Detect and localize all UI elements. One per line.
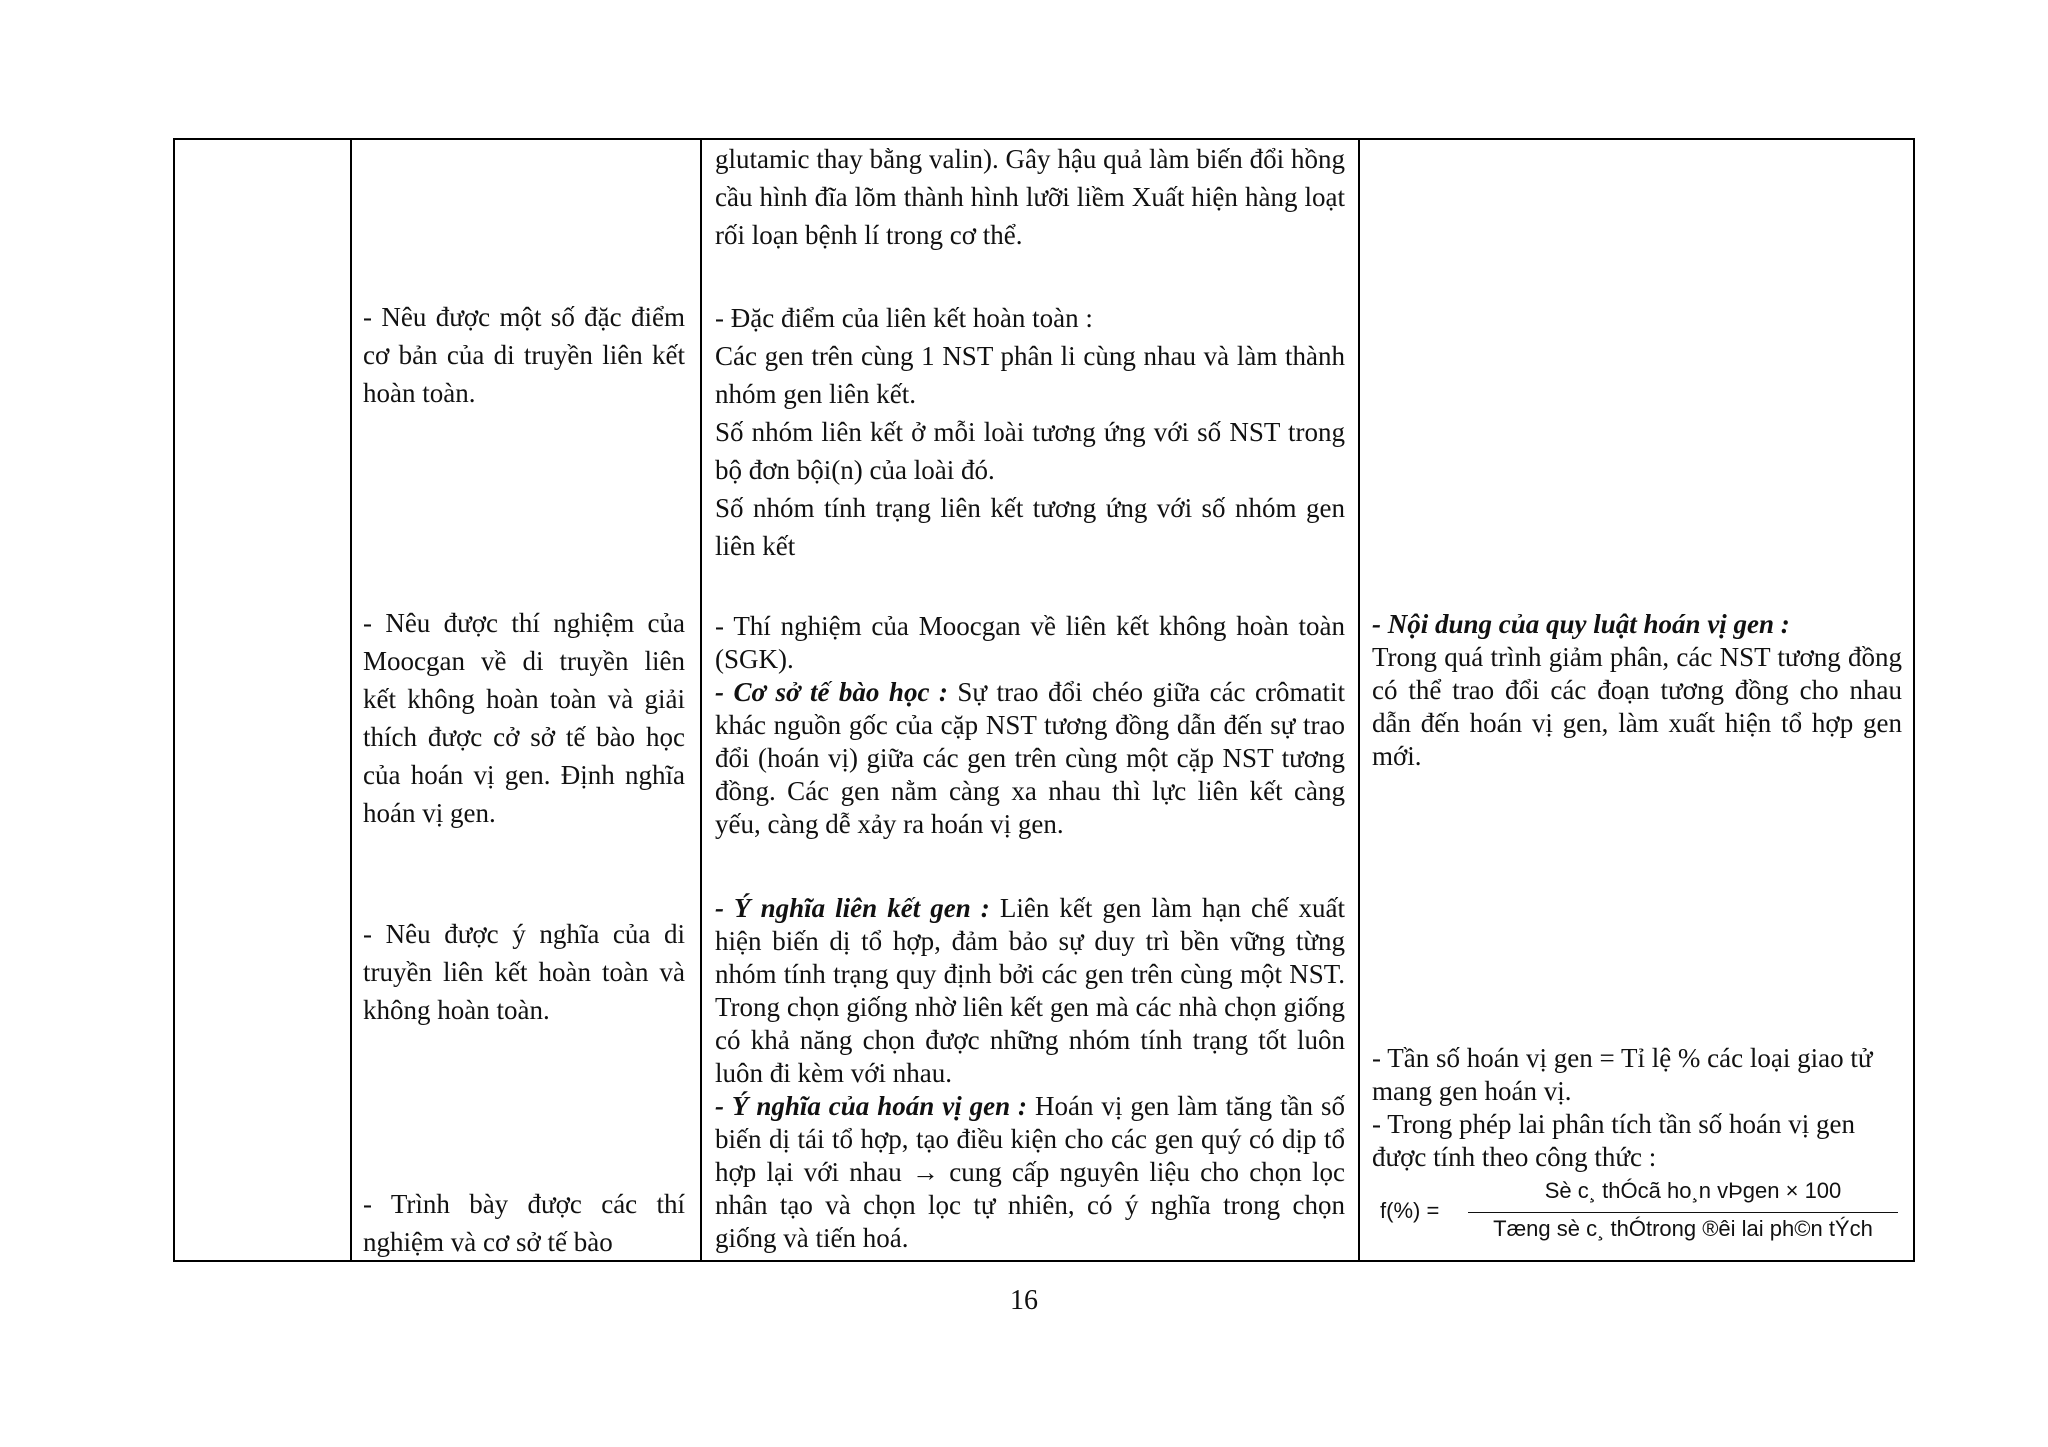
paragraph: [715, 1090, 1345, 1255]
fraction-bar: [1468, 1212, 1898, 1213]
column-divider-2: [700, 140, 702, 1260]
content-table: [173, 138, 1915, 1262]
frequency-formula: [1380, 1178, 1900, 1248]
section-heading: - Nội dung của quy luật hoán vị gen :: [1372, 609, 1790, 639]
complete-linkage-section: [715, 299, 1345, 565]
term-text: Liên kết gen làm hạn chế xuất hiện biến dị tổ hợp, đảm bảo sự duy trì bền vững từng nhóm tính trạng quy định bởi các gen trên cùng một NST. Trong chọn giống nhờ liên kết gen mà các nhà chọn giống có khả năng chọn được những nhóm tính trạng tốt luôn luôn đi kèm với nhau.: [715, 893, 1346, 1088]
paragraph: Số nhóm liên kết ở mỗi loài tương ứng với số NST trong bộ đơn bội(n) của loài đó.: [715, 417, 1345, 485]
objective-linkage-complete: [363, 298, 685, 412]
term-text: Sự trao đổi chéo giữa các crômatit khác nguồn gốc của cặp NST tương đồng dẫn đến sự trao đổi (hoán vị) giữa các gen trên cùng một cặp NST tương đồng. Các gen nằm càng xa nhau thì lực liên kết càng yếu, càng dễ xảy ra hoán vị gen.: [715, 677, 1345, 839]
objective-text: - Trình bày được các thí nghiệm và cơ sở tế bào: [363, 1189, 685, 1257]
objective-text: - Nêu được một số đặc điểm cơ bản của di truyền liên kết hoàn toàn.: [363, 302, 685, 408]
term-label: - Ý nghĩa liên kết gen :: [715, 893, 990, 923]
objective-linkage-significance: [363, 915, 685, 1029]
term-text: Hoán vị gen làm tăng tần số biến dị tái tổ hợp, tạo điều kiện cho các gen quý có dịp tổ hợp lại với nhau → cung cấp nguyên liệu cho chọn lọc nhân tạo và chọn lọc tự nhiên, có ý nghĩa trong chọn giống và tiến hoá.: [715, 1091, 1345, 1253]
paragraph: [715, 892, 1345, 1090]
paragraph: - Trong phép lai phân tích tần số hoán vị gen được tính theo công thức :: [1372, 1109, 1855, 1172]
significance-section: [715, 892, 1345, 1255]
paragraph: - Thí nghiệm của Moocgan về liên kết không hoàn toàn (SGK).: [715, 611, 1345, 674]
section-heading: - Đặc điểm của liên kết hoàn toàn :: [715, 303, 1093, 333]
paragraph: - Tần số hoán vị gen = Tỉ lệ % các loại giao tử mang gen hoán vị.: [1372, 1043, 1873, 1106]
sickle-cell-text: [715, 140, 1345, 254]
column-divider-1: [350, 140, 352, 1260]
paragraph: Các gen trên cùng 1 NST phân li cùng nhau và làm thành nhóm gen liên kết.: [715, 341, 1345, 409]
formula-numerator: Sè c¸ thÓcã ho¸n vÞgen × 100: [1544, 1178, 1842, 1203]
paragraph: [715, 676, 1345, 841]
objective-text: - Nêu được ý nghĩa của di truyền liên kết hoàn toàn và không hoàn toàn.: [363, 919, 685, 1025]
crossing-over-frequency: [1372, 1042, 1902, 1174]
formula-lhs: f(%) =: [1380, 1198, 1440, 1223]
objective-morgan-experiment: [363, 604, 685, 832]
objective-experiments: [363, 1185, 685, 1261]
crossing-over-content: [1372, 608, 1902, 773]
formula-denominator: Tæng sè c¸ thÓtrong ®êi lai ph©n tÝch: [1493, 1216, 1873, 1241]
paragraph: Trong quá trình giảm phân, các NST tương đồng có thể trao đổi các đoạn tương đồng cho nhau dẫn đến hoán vị gen, làm xuất hiện tổ hợp gen mới.: [1372, 642, 1902, 771]
term-label: - Cơ sở tế bào học :: [715, 677, 948, 707]
morgan-experiment-section: [715, 610, 1345, 841]
column-divider-3: [1358, 140, 1360, 1260]
page-number: 16: [1010, 1285, 1038, 1316]
paragraph: glutamic thay bằng valin). Gây hậu quả làm biến đổi hồng cầu hình đĩa lõm thành hình lưỡi liềm Xuất hiện hàng loạt rối loạn bệnh lí trong cơ thể.: [715, 144, 1345, 250]
paragraph: Số nhóm tính trạng liên kết tương ứng với số nhóm gen liên kết: [715, 493, 1345, 561]
objective-text: - Nêu được thí nghiệm của Moocgan về di truyền liên kết không hoàn toàn và giải thích được cở sở tế bào học của hoán vị gen. Định nghĩa hoán vị gen.: [363, 608, 685, 828]
term-label: - Ý nghĩa của hoán vị gen :: [715, 1091, 1028, 1121]
